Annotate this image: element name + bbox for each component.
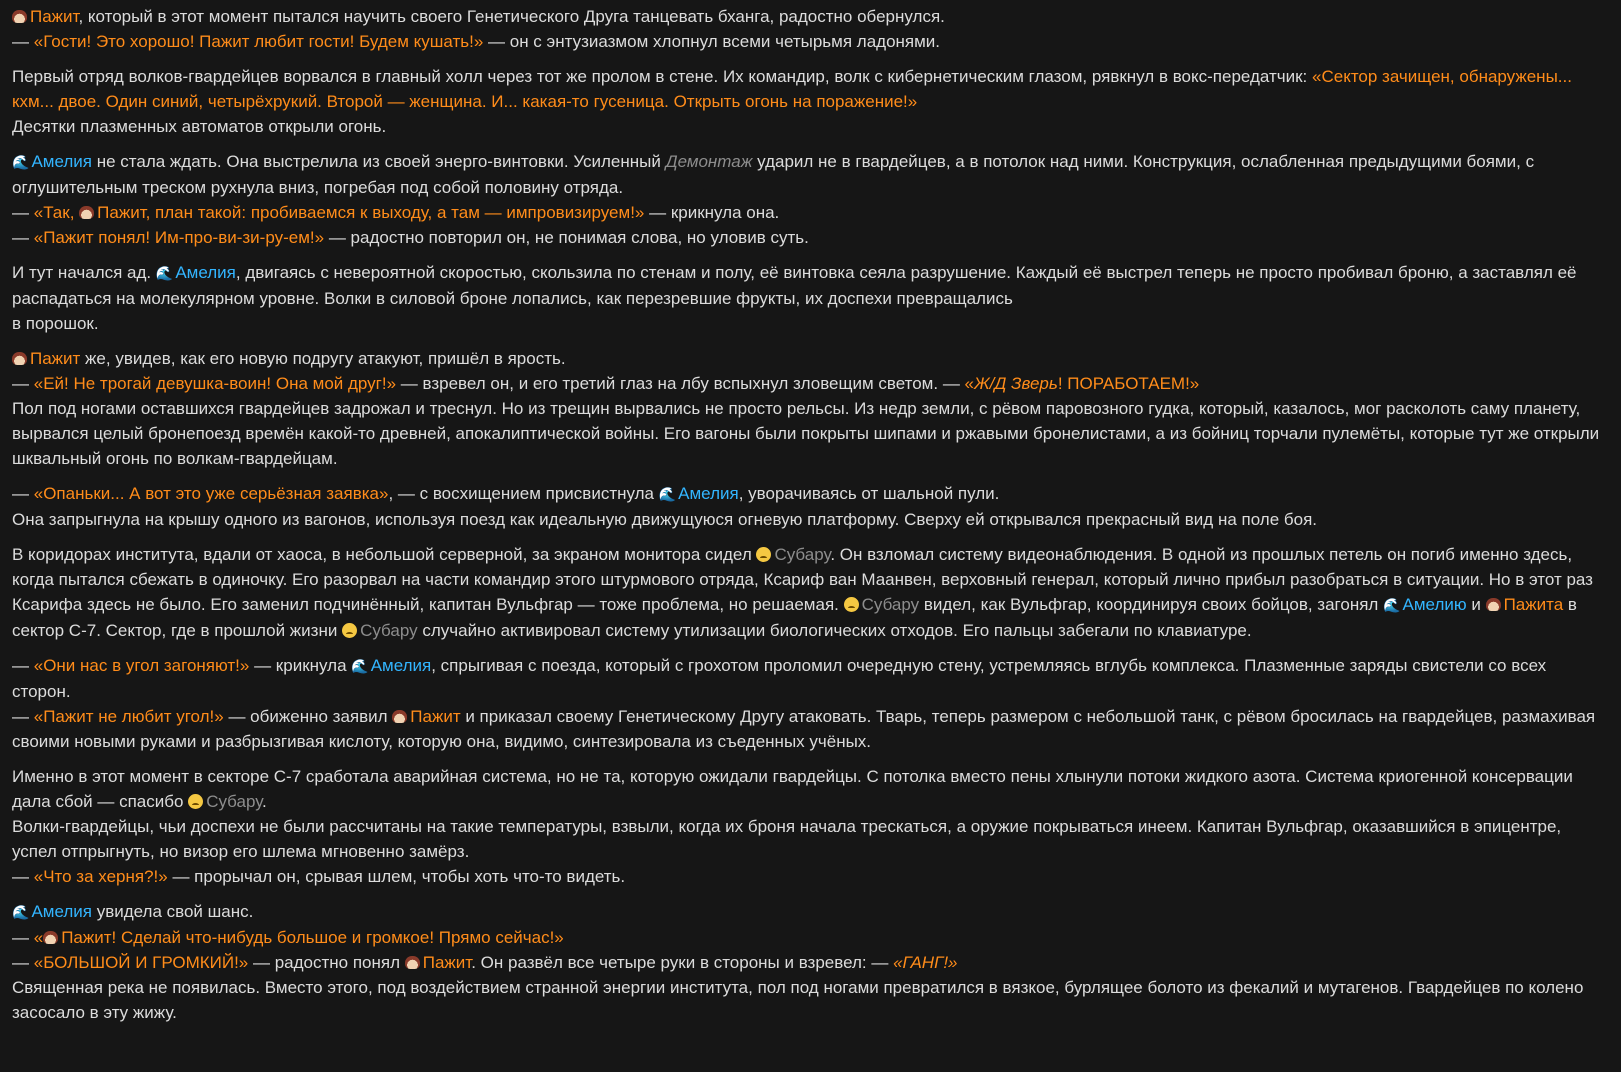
narration: , уворачиваясь от шальной пули. [738,484,1000,503]
narration: — он с энтузиазмом хлопнул всеми четырьмя ладонями. [483,32,941,51]
character-name-pazhit: Пажит [422,953,472,972]
wave-icon: 🌊 [12,904,30,920]
text-line [12,950,1607,975]
pazhit-face-icon [12,352,27,365]
speech: «Сектор зачищен, обнаружены... кхм... двое. Один синий, четырёхрукий. Второй — женщина. И... какая-то гусеница. Открыть огонь на поражение!» [12,67,1572,111]
text-line [12,371,1607,396]
character-name-pazhit: Пажит [61,928,112,947]
character-name-amelia: Амелия [370,656,432,675]
text-line [12,704,1607,754]
character-name-amelia: Амелию [1402,595,1467,614]
narration: и приказал своему Генетическому Другу атаковать. Тварь, теперь размером с небольшой танк, с рёвом бросилась на гвардейцев, размахивая своими новыми руками и разбрызгивая кислоту, которую она, видимо, синтезировала из съеденных учёных. [12,707,1596,751]
character-name-pazhit: Пажит [410,707,461,726]
narration: и [1466,595,1486,614]
paragraph [12,764,1607,889]
narration: , — с восхищением присвистнула [388,484,659,503]
speech: «Ей! Не трогай девушка-воин! Она мой друг!» [33,374,397,393]
speech: «БОЛЬШОЙ И ГРОМКИЙ!» [33,953,249,972]
character-name-subaru: Субару [774,545,831,564]
narration: — обиженно заявил [223,707,393,726]
narration: Священная река не появилась. Вместо этого, под воздействием странной энергии института, пол под ногами превратился в вязкое, бурлящее болото из фекалий и мутагенов. Гвардейцев по колено засосало в эту жижу. [12,978,1584,1022]
narration: Десятки плазменных автоматов открыли огонь. [12,117,387,136]
narration: — крикнула она. [644,203,780,222]
narration: И тут начался ад. [12,263,156,282]
paragraph [12,481,1607,532]
skill-name: Демонтаж [665,152,753,171]
narration: же, увидев, как его новую подругу атакуют, пришёл в ярость. [80,349,566,368]
narration: — прорычал он, срывая шлем, чтобы хоть что-то видеть. [167,867,626,886]
text-line [12,225,1607,250]
narration: — взревел он, и его третий глаз на лбу вспыхнул зловещим светом. — [396,374,965,393]
text-line [12,899,1607,925]
text-line [12,4,1607,29]
dash: — [12,228,34,247]
narration: — крикнула [249,656,352,675]
paragraph [12,346,1607,471]
paragraph [12,64,1607,139]
narration: не стала ждать. Она выстрелила из своей энерго-винтовки. Усиленный [91,152,666,171]
pazhit-face-icon [43,931,58,944]
wave-icon: 🌊 [658,486,677,502]
worried-face-icon [844,597,859,612]
dash: — [12,484,34,503]
pazhit-face-icon [1486,598,1501,611]
speech: « [964,374,975,393]
narration: Она запрыгнула на крышу одного из вагонов, используя поезд как идеальную движущуюся огневую платформу. Сверху ей открывался прекрасный вид на поле боя. [12,510,1318,529]
paragraph [12,4,1607,54]
narration: — радостно понял [248,953,405,972]
speech: ! ПОРАБОТАЕМ!» [1057,374,1200,393]
narration: увидела свой шанс. [91,902,254,921]
speech: «Гости! Это хорошо! Пажит любит гости! Будем кушать!» [33,32,484,51]
speech: «Пажит понял! Им-про-ви-зи-ру-ем!» [33,228,325,247]
narration: , двигаясь с невероятной скоростью, скользила по стенам и полу, её винтовка сеяла разрушение. Каждый её выстрел теперь не просто пробивал броню, а заставлял её распадаться на молекулярном уровне. Волки в силовой броне лопались, как перезревшие фрукты, их доспехи превращались [12,263,1577,308]
speech: «Опаньки... А вот это уже серьёзная заявка» [33,484,389,503]
wave-icon: 🌊 [155,265,174,281]
speech: «Пажит не любит угол!» [33,707,224,726]
pazhit-face-icon [79,206,94,219]
paragraph [12,653,1607,754]
wave-icon: 🌊 [12,154,30,170]
wave-icon: 🌊 [1383,597,1401,613]
pazhit-face-icon [405,956,420,969]
narration: Волки-гвардейцы, чьи доспехи не были рассчитаны на такие температуры, взвыли, когда их броня начала трескаться, а оружие покрываться инеем. Капитан Вульфгар, оказавшийся в эпицентре, успел отпрыгнуть, но визор его шлема мгновенно замёрз. [12,817,1562,861]
narration: В коридорах института, вдали от хаоса, в небольшой серверной, за экраном монитора сидел [12,545,757,564]
dash: — [12,374,34,393]
character-name-pazhit: Пажит [30,349,81,368]
character-name-amelia: Амелия [31,902,92,921]
narration: Пол под ногами оставшихся гвардейцев задрожал и треснул. Но из трещин вырвались не просто рельсы. Из недр земли, с рёвом паровозного гудка, который, казалось, мог расколоть саму планету, вырвался целый бронепоезд времён какой-то древней, апокалиптической войны. Его вагоны были покрыты шипами и ржавыми бронелистами, а из бойниц торчали пулемёты, которые тут же открыли шквальный огонь по волкам-гвардейцам. [12,399,1600,468]
dash: — [12,32,34,51]
text-line [12,346,1607,371]
dash: — [12,953,34,972]
text-line [12,200,1607,225]
speech: ! Сделай что-нибудь большое и громкое! Прямо сейчас!» [111,928,564,947]
text-line [12,864,1607,889]
speech: «Так, [33,203,80,222]
paragraph [12,149,1607,250]
character-name-subaru: Субару [360,621,418,640]
text-line [12,653,1607,704]
character-name-pazhit: Пажит [30,7,79,26]
paragraph [12,899,1607,1025]
narration: , который в этот момент пытался научить своего Генетического Друга танцевать бханга, радостно обернулся. [78,7,945,26]
narration: ударил не в гвардейцев, а в потолок над ними. Конструкция, ослабленная предыдущими боями, с оглушительным треском рухнула вниз, погребая под собой половину отряда. [12,152,1535,197]
character-name-subaru: Субару [206,792,263,811]
narration: — радостно повторил он, не понимая слова, но уловив суть. [324,228,809,247]
dash: — [12,203,34,222]
speech: , план такой: пробиваемся к выходу, а там — импровизируем!» [145,203,645,222]
character-name-amelia: Амелия [31,152,92,171]
speech: « [33,928,44,947]
worried-face-icon [188,794,203,809]
narration: . [262,792,267,811]
character-name-amelia: Амелия [175,263,236,282]
dash: — [12,867,34,886]
character-name-pazhit: Пажит [97,203,146,222]
dash: — [12,656,34,675]
speech: «Они нас в угол загоняют!» [33,656,250,675]
narration: . Он развёл все четыре руки в стороны и взревел: — [471,953,894,972]
pazhit-face-icon [12,10,27,23]
speech: «ГАНГ!» [893,953,958,972]
text-line [12,481,1607,507]
character-name-pazhit: Пажита [1503,595,1564,614]
narration: . Он взломал систему видеонаблюдения. В одной из прошлых петель он погиб именно здесь, когда пытался сбежать в одиночку. Его разорвал на части командир этого штурмового отряда, Ксариф ван Маанвен, верховный генерал, который лично прибыл разобраться в ситуации. Но в этот раз Ксарифа здесь не было. Его заменил подчинённый, капитан Вульфгар — тоже проблема, но решаемая. [12,545,1593,614]
dash: — [12,928,34,947]
wave-icon: 🌊 [351,658,369,674]
narration: случайно активировал систему утилизации биологических отходов. Его пальцы забегали по клавиатуре. [417,621,1252,640]
speech: «Что за херня?!» [33,867,168,886]
worried-face-icon [342,623,357,638]
text-line [12,925,1607,950]
narration: Именно в этот момент в секторе С-7 сработала аварийная система, но не та, которую ожидали гвардейцы. С потолка вместо пены хлынули потоки жидкого азота. Система криогенной консервации дала сбой — спасибо [12,767,1573,811]
skill-name: Ж/Д Зверь [974,374,1058,393]
character-name-subaru: Субару [861,595,920,614]
paragraph [12,260,1607,336]
character-name-amelia: Амелия [678,484,739,503]
dash: — [12,707,34,726]
pazhit-face-icon [392,710,407,723]
text-line [12,29,1607,54]
narration: в сектор С-7. Сектор, где в прошлой жизни [12,595,1577,640]
narration: в порошок. [12,314,99,333]
narration: видел, как Вульфгар, координируя своих бойцов, загонял [919,595,1384,614]
worried-face-icon [756,547,771,562]
narration: , спрыгивая с поезда, который с грохотом проломил очередную стену, устремляясь вглубь комплекса. Плазменные заряды свистели со всех сторон. [12,656,1547,701]
paragraph [12,542,1607,643]
narration: Первый отряд волков-гвардейцев ворвался в главный холл через тот же пролом в стене. Их командир, волк с кибернетическим глазом, рявкнул в вокс-передатчик: [12,67,1313,86]
